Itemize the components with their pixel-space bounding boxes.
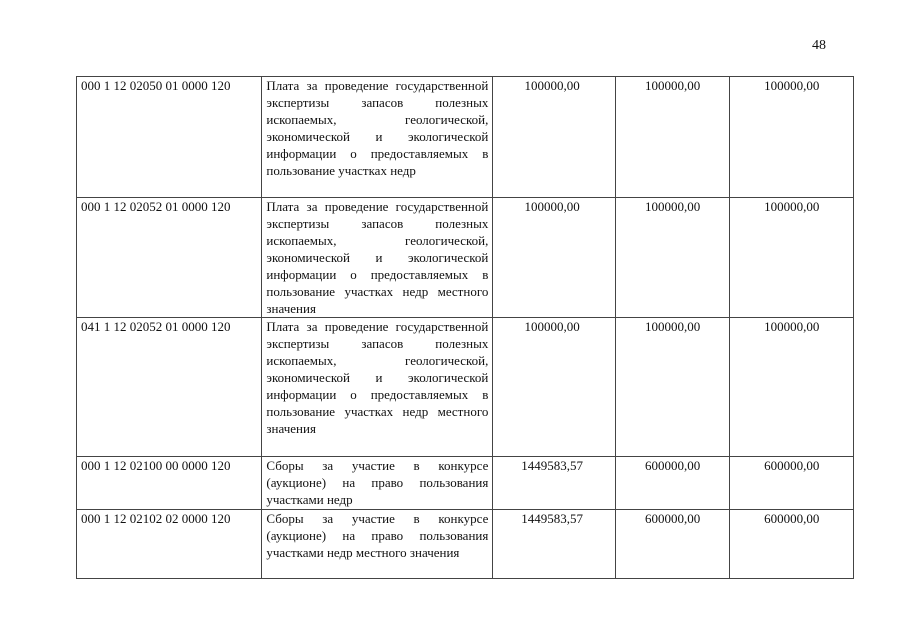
budget-code-cell: 000 1 12 02102 02 0000 120 — [77, 510, 262, 579]
amount-year-1-cell: 100000,00 — [493, 318, 616, 457]
description-cell: Плата за проведение государственной экспертизы запасов полезных ископаемых, геологической, экономической и экологической информации о предоставляемых в пользование участках недр — [262, 77, 493, 198]
amount-year-3-cell: 100000,00 — [730, 318, 854, 457]
description-cell: Плата за проведение государственной экспертизы запасов полезных ископаемых, геологической, экономической и экологической информации о предоставляемых в пользование участках недр местного значения — [262, 318, 493, 457]
table-row — [77, 77, 854, 198]
budget-code-cell: 000 1 12 02100 00 0000 120 — [77, 457, 262, 510]
description-cell: Сборы за участие в конкурсе (аукционе) на право пользования участками недр местного значения — [262, 510, 493, 579]
description-cell: Сборы за участие в конкурсе (аукционе) на право пользования участками недр — [262, 457, 493, 510]
table-row — [77, 318, 854, 457]
amount-year-2-cell: 100000,00 — [615, 77, 729, 198]
amount-year-3-cell: 600000,00 — [730, 457, 854, 510]
amount-year-2-cell: 600000,00 — [615, 510, 729, 579]
revenue-table — [76, 76, 854, 579]
amount-year-2-cell: 100000,00 — [615, 318, 729, 457]
page-number: 48 — [812, 38, 826, 53]
description-cell: Плата за проведение государственной экспертизы запасов полезных ископаемых, геологической, экономической и экологической информации о предоставляемых в пользование участках недр местного значения — [262, 198, 493, 318]
amount-year-3-cell: 100000,00 — [730, 77, 854, 198]
amount-year-3-cell: 600000,00 — [730, 510, 854, 579]
table-row — [77, 510, 854, 579]
amount-year-1-cell: 100000,00 — [493, 77, 616, 198]
amount-year-1-cell: 1449583,57 — [493, 510, 616, 579]
table-row — [77, 457, 854, 510]
amount-year-1-cell: 1449583,57 — [493, 457, 616, 510]
budget-code-cell: 041 1 12 02052 01 0000 120 — [77, 318, 262, 457]
table-row — [77, 198, 854, 318]
budget-code-cell: 000 1 12 02050 01 0000 120 — [77, 77, 262, 198]
amount-year-1-cell: 100000,00 — [493, 198, 616, 318]
amount-year-2-cell: 600000,00 — [615, 457, 729, 510]
budget-code-cell: 000 1 12 02052 01 0000 120 — [77, 198, 262, 318]
amount-year-2-cell: 100000,00 — [615, 198, 729, 318]
amount-year-3-cell: 100000,00 — [730, 198, 854, 318]
